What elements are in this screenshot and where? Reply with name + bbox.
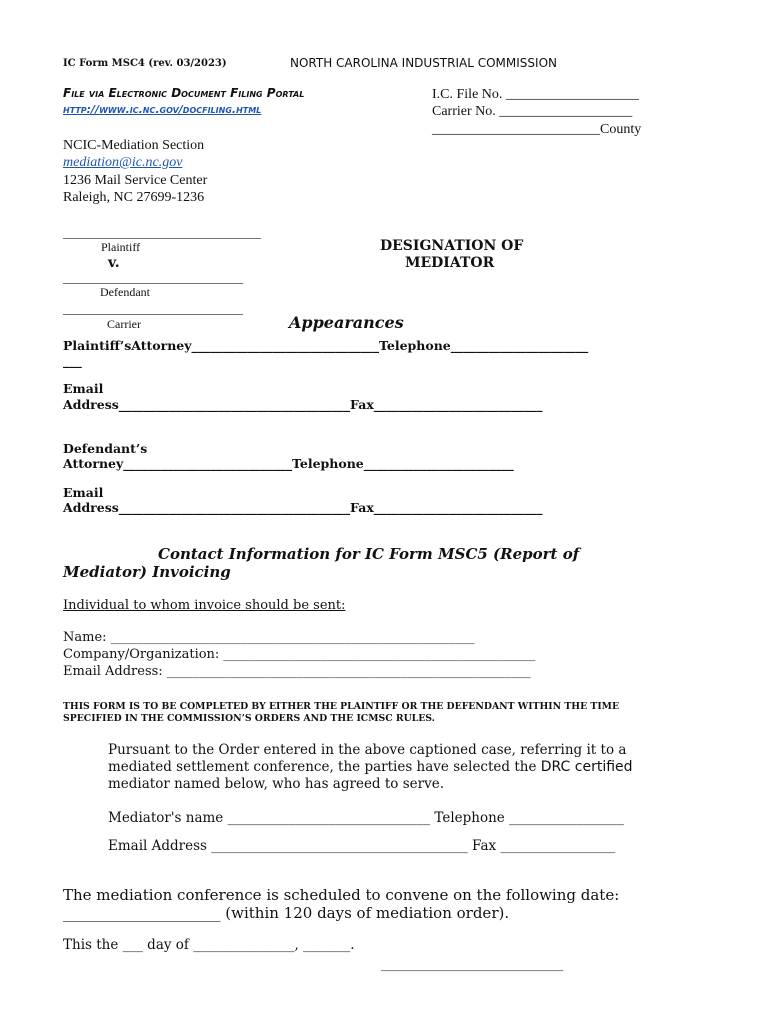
invoice-name-field[interactable]: Name: ________________________________________________________: [63, 630, 475, 645]
versus-label: v.: [108, 255, 120, 271]
form-title-line1: DESIGNATION OF: [380, 238, 524, 254]
designation-paragraph-line2: [108, 759, 633, 775]
instructions-line1: THIS FORM IS TO BE COMPLETED BY EITHER THE PLAINTIFF OR THE DEFENDANT WITHIN THE TIME: [63, 701, 620, 712]
filing-portal-title: File via Electronic Document Filing Portal: [63, 86, 305, 100]
plaintiff-attorney-field-cont: ___: [63, 353, 82, 368]
form-id: IC Form MSC4 (rev. 03/2023): [63, 58, 227, 69]
invoice-email-field[interactable]: Email Address: ________________________________________________________: [63, 664, 531, 679]
appearances-heading: Appearances: [289, 313, 404, 332]
designation-paragraph-line1: Pursuant to the Order entered in the above captioned case, referring it to a: [108, 742, 627, 758]
defendant-email-fax-field[interactable]: Address_____________________________________Fax___________________________: [63, 500, 543, 515]
county-field[interactable]: ________________________County: [432, 122, 642, 137]
instructions-line2: SPECIFIED IN THE COMMISSION’S ORDERS AND THE ICMSC RULES.: [63, 713, 435, 724]
designation-paragraph-line3: mediator named below, who has agreed to serve.: [108, 776, 444, 792]
address-street: 1236 Mail Service Center: [63, 173, 208, 188]
defendant-line[interactable]: ______________________________: [63, 271, 243, 285]
defendant-email-label: Email: [63, 485, 104, 500]
agency-name: NORTH CAROLINA INDUSTRIAL COMMISSION: [290, 56, 557, 70]
plaintiff-email-fax-field[interactable]: Address_____________________________________Fax___________________________: [63, 397, 543, 412]
invoicing-heading-line1: Contact Information for IC Form MSC5 (Report of: [158, 545, 580, 563]
defendant-attorney-field[interactable]: Attorney___________________________Telephone________________________: [63, 456, 514, 471]
carrier-line[interactable]: ______________________________: [63, 302, 243, 316]
invoice-individual-label: Individual to whom invoice should be sent:: [63, 598, 346, 613]
carrier-no-field[interactable]: Carrier No. ___________________: [432, 104, 633, 119]
defendant-label: Defendant: [100, 285, 150, 299]
plaintiff-attorney-field[interactable]: Plaintiff’sAttorney______________________________Telephone______________________: [63, 338, 589, 353]
ic-file-no-field[interactable]: I.C. File No. ___________________: [432, 87, 639, 102]
plaintiff-line[interactable]: _________________________________: [63, 226, 261, 240]
invoicing-heading-line2: Mediator) Invoicing: [63, 563, 231, 581]
designation-paragraph-line2-text: mediated settlement conference, the parties have selected the: [108, 759, 541, 775]
signing-date-field[interactable]: This the ___ day of _______________, _______.: [63, 937, 355, 953]
schedule-line1: The mediation conference is scheduled to convene on the following date:: [63, 886, 620, 904]
plaintiff-email-label: Email: [63, 381, 104, 396]
signature-line[interactable]: ___________________________: [381, 956, 564, 972]
schedule-date-field[interactable]: _____________________ (within 120 days of mediation order).: [63, 904, 510, 922]
plaintiff-label: Plaintiff: [101, 240, 141, 254]
mediator-name-phone-field[interactable]: Mediator's name ______________________________ Telephone _________________: [108, 810, 624, 826]
carrier-label: Carrier: [107, 317, 141, 331]
invoice-company-field[interactable]: Company/Organization: ________________________________________________: [63, 647, 536, 662]
mediation-email-link[interactable]: mediation@ic.nc.gov: [63, 155, 183, 170]
drc-certified-text: DRC certified: [540, 759, 633, 775]
form-title-line2: MEDIATOR: [405, 255, 495, 271]
address-city: Raleigh, NC 27699-1236: [63, 190, 205, 205]
filing-portal-link[interactable]: http://www.ic.nc.gov/docfiling.html: [63, 103, 262, 116]
mediator-email-fax-field[interactable]: Email Address ______________________________________ Fax _________________: [108, 838, 616, 854]
defendant-attorney-label: Defendant’s: [63, 441, 148, 456]
address-section: NCIC-Mediation Section: [63, 138, 205, 153]
